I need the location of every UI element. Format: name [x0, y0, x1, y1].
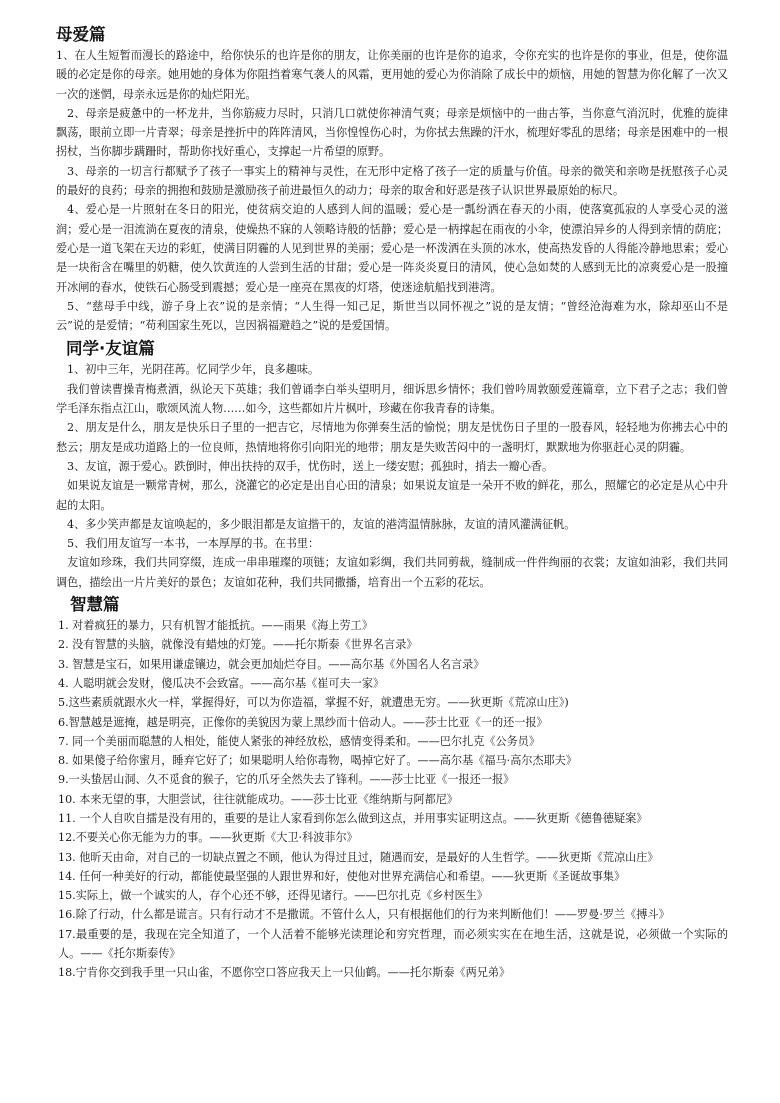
paragraph: 2、朋友是什么，朋友是快乐日子里的一把吉它，尽情地为你弹奏生活的愉悦；朋友是忧伤日子里的一股春风，轻轻地为你拂去心中的愁云；朋友是成功道路上的一位良师，热情地将你引向阳光的地带；朋友是失败苦闷中的一盏明灯，默默地为你驱赶心灵的阴霾。 — [56, 421, 728, 454]
paragraph: 5、我们用友谊写一本书，一本厚厚的书。在书里： — [67, 537, 320, 551]
paragraph: 5、“慈母手中线，游子身上衣”说的是亲情；“人生得一知己足，斯世当以同怀视之”说的是友情；“曾经沧海难为水，除却巫山不是云”说的是爱情；“苟利国家生死以，岂因祸福避趋之”说的是爱国情。 — [56, 299, 728, 333]
quote-item: 16.除了行动，什么都是谎言。只有行动才不是撒谎。不管什么人，只有根据他们的行为来判断他们！——罗曼·罗兰《搏斗》 — [58, 908, 670, 922]
quote-item: 7. 同一个美丽而聪慧的人相处，能使人紧张的神经放松，感情变得柔和。——巴尔扎克《公务员》 — [58, 734, 541, 748]
paragraph: 如果说友谊是一颗常青树，那么，浇灌它的必定是出自心田的清泉；如果说友谊是一朵开不败的鲜花，那么，照耀它的必定是从心中升起的太阳。 — [56, 479, 728, 512]
section-title-wisdom: 智慧篇 — [70, 595, 120, 615]
quote-item: 3. 智慧是宝石，如果用谦虚镶边，就会更加灿烂夺目。——高尔基《外国名人名言录》 — [58, 657, 485, 671]
section-title-classmates-friendship: 同学·友谊篇 — [66, 339, 155, 359]
paragraph: 3、母亲的一切言行都赋予了孩子一事实上的精神与灵性，在无形中定格了孩子一定的质量与价值。母亲的微笑和亲吻是抚慰孩子心灵的最好的良药；母亲的拥抱和鼓励是激励孩子前进最恒久的动力；母亲的取舍和好恶是孩子认识世界最原始的标尺。 — [56, 164, 728, 198]
paragraph: 3、友谊，源于爱心。跌倒时，伸出扶持的双手，忧伤时，送上一缕安慰；孤独时，捎去一瓣心香。 — [67, 459, 554, 473]
paragraph: 4、多少笑声都是友谊唤起的，多少眼泪都是友谊揩干的，友谊的港湾温情脉脉，友谊的清风灌满征帆。 — [67, 517, 576, 531]
quote-item: 15.实际上，做一个诚实的人，存个心还不够，还得见诸行。——巴尔扎克《乡村医生》 — [58, 889, 488, 903]
paragraph: 友谊如珍珠，我们共同穿缀，连成一串串璀璨的项链；友谊如彩绸，我们共同剪裁，缝制成一件件绚丽的衣裳；友谊如油彩，我们共同调色，描绘出一片片美好的景色；友谊如花种，我们共同撒播，培育出一个五彩的花坛。 — [56, 556, 728, 589]
quote-item: 18.宁肯你交到我手里一只山雀，不愿你空口答应我天上一只仙鹤。——托尔斯泰《两兄弟》 — [58, 966, 511, 980]
quote-list-wisdom — [56, 616, 728, 983]
quote-item: 10. 本来无望的事，大胆尝试，往往就能成功。——莎士比亚《维纳斯与阿都尼》 — [58, 792, 459, 806]
quote-item: 14. 任何一种美好的行动，都能使最坚强的人跟世界和好，使他对世界充满信心和希望。——狄更斯《圣诞故事集》 — [58, 869, 626, 883]
section-body-friendship — [56, 360, 728, 592]
paragraph: 4、爱心是一片照射在冬日的阳光，使贫病交迫的人感到人间的温暖；爱心是一瓢纷洒在春天的小雨，使落寞孤寂的人享受心灵的滋润；爱心是一泪流淌在夏夜的清泉，使燥热不寐的人领略诗般的恬静；爱心是一柄撑起在雨夜的小伞，使漂泊异乡的人得到亲情的荫庇；爱心是一道飞架在天边的彩虹，使满目阴霾的人见到世界的美丽；爱心是一杯泼洒在头顶的冰水，使高热发昏的人得能冷静地思索；爱心是一块衔含在嘴里的奶糖，使久饮黄连的人尝到生活的甘甜；爱心是一阵炎炎夏日的清风，使心急如焚的人感到无比的凉爽爱心是一股撞开冰闸的春水，使铁石心肠受到震撼；爱心是一座亮在黑夜的灯塔，使迷途航船找到港湾。 — [56, 203, 728, 294]
section-body-mother-love — [56, 46, 728, 335]
paragraph: 2、母亲是疲惫中的一杯龙井，当你筋疲力尽时，只消几口就使你神清气爽；母亲是烦恼中的一曲古筝，当你意气消沉时，优雅的旋律飘荡，眼前立即一片青翠；母亲是挫折中的阵阵清风，当你惶惶伤心时，为你拭去焦躁的汗水，梳理好零乱的思绪；母亲是困难中的一根拐杖，当你脚步蹒跚时，帮助你找好重心，支撑起一片希望的原野。 — [56, 106, 728, 159]
paragraph: 1、在人生短暂而漫长的路途中，给你快乐的也许是你的朋友，让你美丽的也许是你的追求，令你充实的也许是你的事业，但是，使你温暖的必定是你的母亲。她用她的身体为你阻挡着寒气袭人的风霜，更用她的爱心为你消除了成长中的烦恼，用她的智慧为你化解了一次又一次的迷惘，母亲永远是你的灿烂阳光。 — [56, 49, 728, 101]
quote-item: 8. 如果傻子给你蜜月，睡弃它好了；如果聪明人给你毒物，喝掉它好了。——高尔基《福马·高尔杰耶夫》 — [58, 754, 578, 768]
quote-item: 2. 没有智慧的头脑，就像没有蜡烛的灯笼。——托尔斯泰《世界名言录》 — [58, 638, 418, 652]
document-page — [56, 24, 728, 983]
quote-item: 11. 一个人自吹自擂是没有用的，重要的是让人家看到你怎么做到这点，并用事实证明这点。——狄更斯《德鲁德疑案》 — [58, 811, 648, 825]
quote-item: 1. 对着疯狂的暴力，只有机智才能抵抗。——雨果《海上劳工》 — [58, 619, 373, 633]
paragraph: 我们曾读曹操青梅煮酒，纵论天下英雄；我们曾诵李白举头望明月，细诉思乡情怀；我们曾吟周敦颐爱莲篇章，立下君子之志；我们曾学毛泽东指点江山，歌颂风流人物……如今，这些都如片片枫叶，珍藏在你我青春的诗集。 — [56, 382, 728, 416]
quote-item: 5.这些素质就跟水火一样，掌握得好，可以为你造福，掌握不好，就遭患无穷。——狄更斯《荒凉山庄》) — [58, 696, 569, 710]
section-title-mother-love: 母爱篇 — [56, 25, 106, 44]
quote-item: 6.智慧越是遮掩，越是明亮，正像你的美貌因为蒙上黑纱而十倍动人。——莎士比亚《一的还一报》 — [58, 715, 548, 729]
quote-item: 12.不要关心你无能为力的事。——狄更斯《大卫·科波菲尔》 — [58, 831, 358, 845]
quote-item: 9.一头蛰居山洞、久不觅食的猴子，它的爪牙全然失去了锋利。——莎士比亚《一报还一报》 — [58, 773, 515, 787]
quote-item: 13. 他昕天由命，对自己的一切缺点置之不顾，他认为得过且过，随遇而安，是最好的人生哲学。——狄更斯《荒凉山庄》 — [58, 850, 659, 864]
quote-item: 4. 人聪明就会发财，傻瓜决不会致富。——高尔基《崔可夫一家》 — [58, 676, 385, 690]
paragraph: 1、初中三年，光阴荏苒。忆同学少年，良多趣味。 — [67, 363, 320, 377]
quote-item: 17.最重要的是，我现在完全知道了，一个人活着不能够光读理论和穷究哲理，而必须实实在在地生活，这就是说，必须做一个实际的人。——《托尔斯泰传》 — [58, 927, 728, 961]
